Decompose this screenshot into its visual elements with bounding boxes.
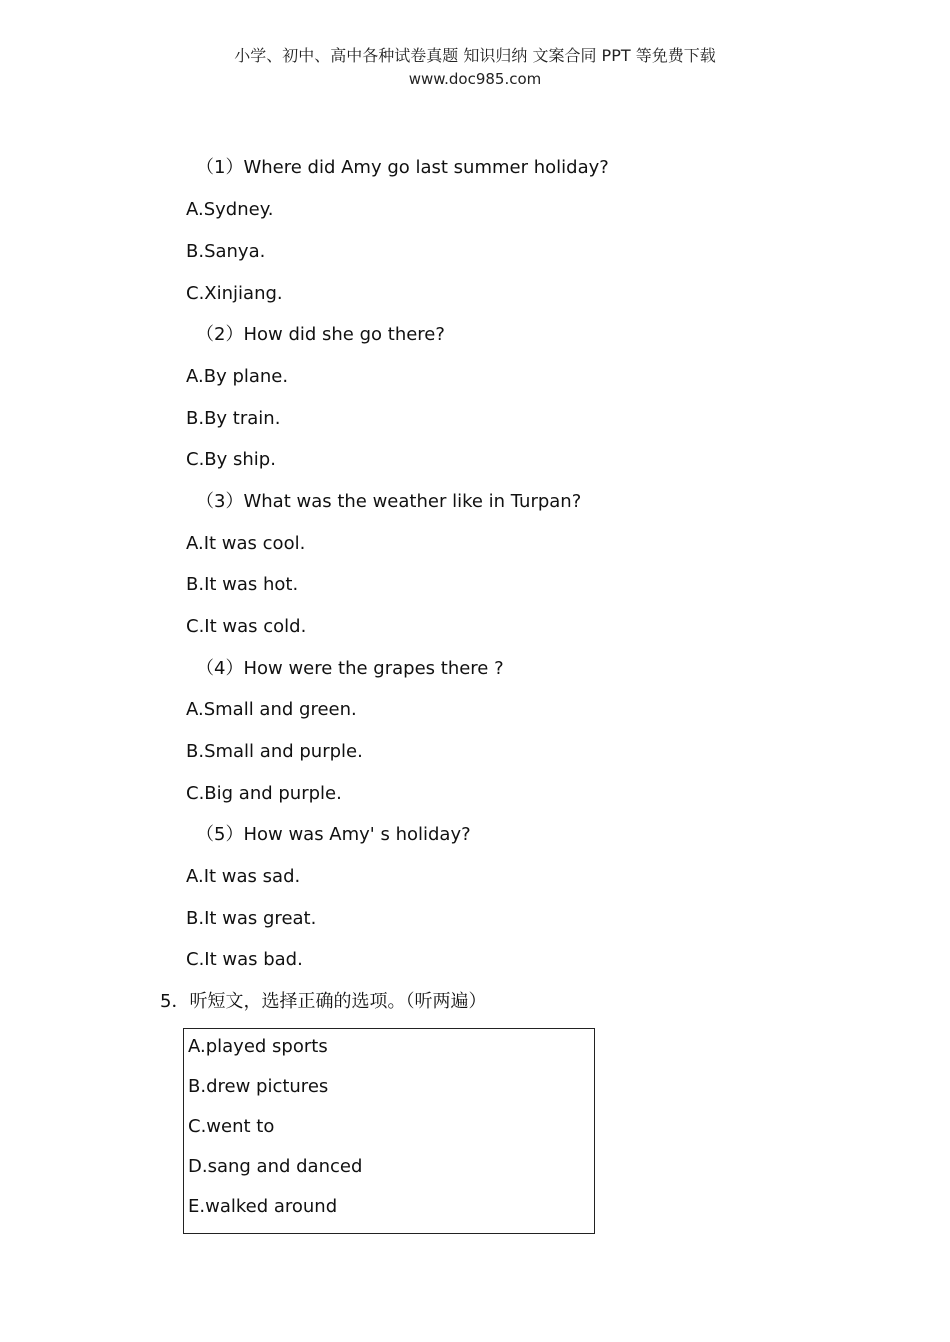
question-4-option-c: C.Big and purple. — [186, 783, 342, 804]
question-3-option-b: B.It was hot. — [186, 574, 299, 595]
word-bank-item-a: A.played sports — [188, 1036, 328, 1057]
question-4-option-a: A.Small and green. — [186, 699, 357, 720]
question-5-option-b: B.It was great. — [186, 908, 317, 929]
word-bank-box — [183, 1028, 595, 1234]
header-url: www.doc985.com — [408, 70, 542, 88]
question-2-prompt: （2）How did she go there? — [196, 324, 445, 345]
page-header — [0, 44, 950, 90]
question-3-prompt: （3）What was the weather like in Turpan? — [196, 491, 582, 512]
word-bank-item-b: B.drew pictures — [188, 1076, 329, 1097]
question-5-prompt: （5）How was Amy' s holiday? — [196, 824, 471, 845]
question-5-option-a: A.It was sad. — [186, 866, 301, 887]
question-1-option-c: C.Xinjiang. — [186, 283, 283, 304]
section-5-title: 5．听短文，选择正确的选项。（听两遍） — [160, 991, 487, 1012]
question-4-option-b: B.Small and purple. — [186, 741, 363, 762]
header-title: 小学、初中、高中各种试卷真题 知识归纳 文案合同 PPT 等免费下载 — [234, 46, 716, 65]
question-1-option-a: A.Sydney. — [186, 199, 274, 220]
question-1-prompt: （1）Where did Amy go last summer holiday? — [196, 157, 609, 178]
word-bank-item-c: C.went to — [188, 1116, 275, 1137]
question-2-option-c: C.By ship. — [186, 449, 276, 470]
word-bank-item-d: D.sang and danced — [188, 1156, 363, 1177]
question-2-option-a: A.By plane. — [186, 366, 289, 387]
question-2-option-b: B.By train. — [186, 408, 281, 429]
word-bank-item-e: E.walked around — [188, 1196, 338, 1217]
question-3-option-a: A.It was cool. — [186, 533, 306, 554]
question-5-option-c: C.It was bad. — [186, 949, 303, 970]
question-3-option-c: C.It was cold. — [186, 616, 307, 637]
question-1-option-b: B.Sanya. — [186, 241, 266, 262]
question-4-prompt: （4）How were the grapes there ? — [196, 658, 504, 679]
